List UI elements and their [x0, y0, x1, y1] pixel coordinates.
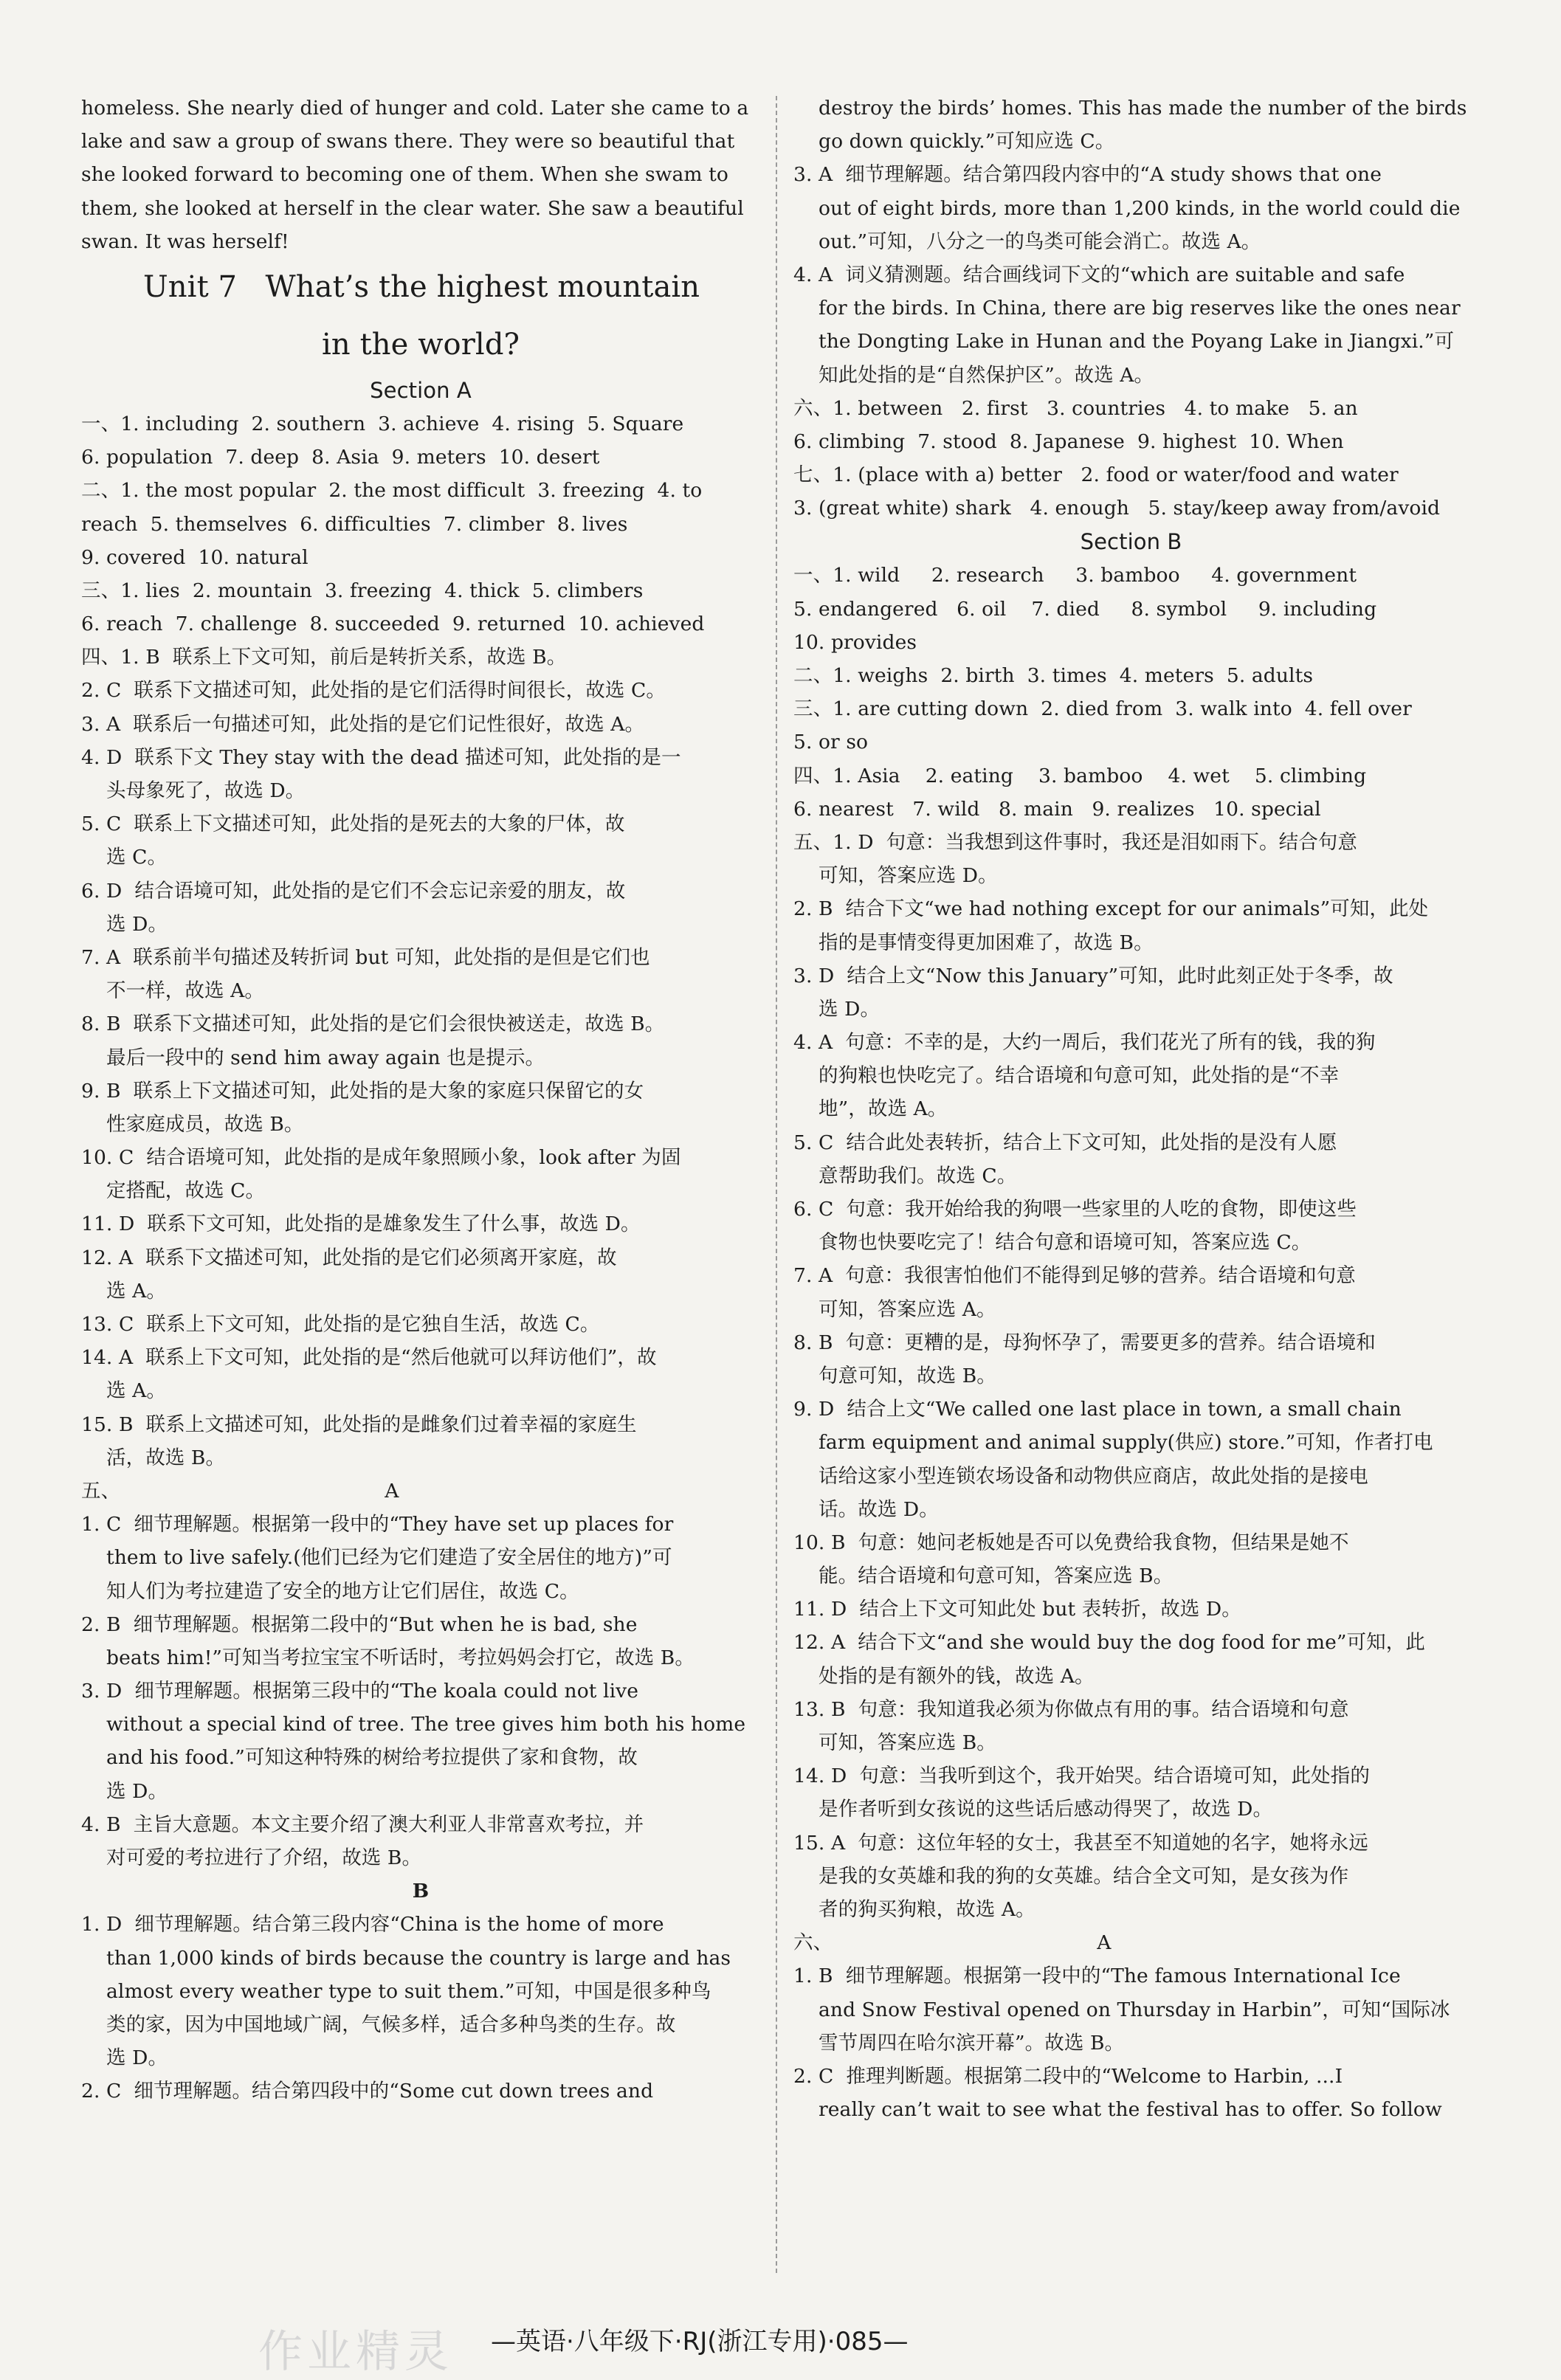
answer-line: swan. It was herself! [81, 230, 289, 253]
answer-line: 能。结合语境和句意可知，答案应选 B。 [819, 1565, 1174, 1588]
answer-line: 5. endangered 6. oil 7. died 8. symbol 9. including [793, 597, 1377, 621]
answer-line: 地”，故选 A。 [819, 1097, 948, 1121]
answer-line: 5. C 联系上下文描述可知，此处指的是死去的大象的尸体，故 [81, 813, 625, 836]
answer-line: 食物也快要吃完了！结合句意和语境可知，答案应选 C。 [819, 1231, 1312, 1255]
answer-line: 12. A 联系下文描述可知，此处指的是它们必须离开家庭，故 [81, 1246, 617, 1269]
answer-line: 7. A 联系前半句描述及转折词 but 可知，此处指的是但是它们也 [81, 945, 650, 969]
section-heading: Section A [370, 377, 472, 403]
answer-line: 二、1. the most popular 2. the most difficult 3. freezing 4. to [81, 479, 703, 503]
answer-line: 二、1. weighs 2. birth 3. times 4. meters 5. adults [793, 664, 1314, 687]
answer-line: 选 A。 [106, 1279, 166, 1303]
answer-line: 3. D 细节理解题。根据第三段中的“The koala could not live [81, 1680, 639, 1703]
answer-line: 5. or so [793, 731, 869, 754]
answer-line: 13. B 句意：我知道我必须为你做点有用的事。结合语境和句意 [793, 1697, 1349, 1721]
answer-line: 一、1. wild 2. research 3. bamboo 4. government [793, 564, 1357, 587]
answer-line: 2. B 结合下文“we had nothing except for our animals”可知，此处 [793, 897, 1429, 921]
answer-line: 可知，答案应选 D。 [819, 864, 998, 888]
answer-line: 6. C 句意：我开始给我的狗喂一些家里的人吃的食物，即使这些 [793, 1198, 1357, 1221]
answer-line: 头母象死了，故选 D。 [106, 779, 306, 802]
answer-line: 3. A 联系后一句描述可知，此处指的是它们记性很好，故选 A。 [81, 712, 645, 736]
answer-line: farm equipment and animal supply(供应) store.”可知，作者打电 [819, 1431, 1433, 1455]
answer-line: 句意可知，故选 B。 [819, 1364, 996, 1387]
page-footer [0, 2321, 1561, 2378]
answer-line: homeless. She nearly died of hunger and cold. Later she came to a [81, 97, 749, 120]
answer-line: 13. C 联系上下文可知，此处指的是它独自生活，故选 C。 [81, 1313, 600, 1336]
answer-line: 可知，答案应选 B。 [819, 1731, 996, 1754]
exercise-heading: 五、 A [81, 1479, 399, 1503]
answer-line: 对可爱的考拉进行了介绍，故选 B。 [106, 1846, 422, 1869]
answer-line: really can’t wait to see what the festival has to offer. So follow [819, 2098, 1442, 2122]
answer-line: without a special kind of tree. The tree gives him both his home [106, 1713, 746, 1736]
answer-line: 者的狗买狗粮，故选 A。 [819, 1897, 1036, 1921]
answer-line: 四、1. B 联系上下文可知，前后是转折关系，故选 B。 [81, 646, 567, 669]
answer-line: 6. nearest 7. wild 8. main 9. realizes 10. special [793, 797, 1321, 821]
answer-line: 处指的是有额外的钱，故选 A。 [819, 1664, 1095, 1688]
answer-line: 意帮助我们。故选 C。 [819, 1164, 1017, 1187]
section-heading: Section B [1080, 529, 1182, 555]
answer-line: 6. climbing 7. stood 8. Japanese 9. highest 10. When [793, 430, 1344, 453]
answer-line: 话给这家小型连锁农场设备和动物供应商店，故此处指的是接电 [819, 1464, 1368, 1488]
answer-line: 10. provides [793, 630, 917, 654]
answer-line: 8. B 联系下文描述可知，此处指的是它们会很快被送走，故选 B。 [81, 1013, 665, 1036]
answer-line: 15. B 联系上文描述可知，此处指的是雌象们过着幸福的家庭生 [81, 1413, 637, 1436]
answer-line: 类的家，因为中国地域广阔，气候多样，适合多种鸟类的生存。故 [106, 2012, 676, 2036]
answer-line: go down quickly.”可知应选 C。 [819, 130, 1115, 154]
answer-line: destroy the birds’ homes. This has made the number of the birds [819, 97, 1467, 120]
answer-line: almost every weather type to suit them.”可知，中国是很多种鸟 [106, 1979, 711, 2003]
answer-line: 6. D 结合语境可知，此处指的是它们不会忘记亲爱的朋友，故 [81, 879, 626, 903]
answer-line: 7. A 句意：我很害怕他们不能得到足够的营养。结合语境和句意 [793, 1264, 1356, 1288]
answer-line: lake and saw a group of swans there. They were so beautiful that [81, 130, 735, 154]
answer-line: 是作者听到女孩说的这些话后感动得哭了，故选 D。 [819, 1798, 1273, 1821]
answer-line: 6. reach 7. challenge 8. succeeded 9. returned 10. achieved [81, 613, 705, 636]
answer-line: 知此处指的是“自然保护区”。故选 A。 [819, 363, 1154, 387]
answer-line: 选 D。 [106, 912, 168, 936]
answer-line: out of eight birds, more than 1,200 kinds, in the world could die [819, 196, 1461, 220]
column-divider [776, 96, 777, 2273]
answer-line: 15. A 句意：这位年轻的女士，我甚至不知道她的名字，她将永远 [793, 1831, 1368, 1855]
left-column [81, 92, 760, 2108]
answer-line: and Snow Festival opened on Thursday in Harbin”，可知“国际冰 [819, 1998, 1450, 2021]
answer-line: 雪节周四在哈尔滨开幕”。故选 B。 [819, 2031, 1125, 2055]
answer-line: 4. D 联系下文 They stay with the dead 描述可知，此处指的是一 [81, 745, 681, 769]
answer-line: for the birds. In China, there are big reserves like the ones near [819, 297, 1461, 320]
answer-line: them to live safely.(他们已经为它们建造了安全居住的地方)”可 [106, 1546, 672, 1570]
answer-line: 3. A 细节理解题。结合第四段内容中的“A study shows that one [793, 163, 1382, 187]
answer-line: 10. C 结合语境可知，此处指的是成年象照顾小象，look after 为固 [81, 1146, 681, 1170]
right-column [793, 92, 1469, 2126]
answer-line: and his food.”可知这种特殊的树给考拉提供了家和食物，故 [106, 1746, 638, 1770]
answer-line: 选 D。 [106, 1779, 168, 1803]
answer-line: 10. B 句意：她问老板她是否可以免费给我食物，但结果是她不 [793, 1531, 1349, 1554]
answer-line: 12. A 结合下文“and she would buy the dog food for me”可知，此 [793, 1631, 1425, 1655]
answer-line: 14. A 联系上下文可知，此处指的是“然后他就可以拜访他们”，故 [81, 1346, 657, 1370]
answer-line: 一、1. including 2. southern 3. achieve 4. rising 5. Square [81, 412, 684, 435]
answer-line: 可知，答案应选 A。 [819, 1297, 996, 1321]
answer-line: 话。故选 D。 [819, 1497, 939, 1521]
answer-line: 指的是事情变得更加困难了，故选 B。 [819, 931, 1154, 954]
answer-line: 5. C 结合此处表转折，结合上下文可知，此处指的是没有人愿 [793, 1131, 1337, 1154]
answer-line: 性家庭成员，故选 B。 [106, 1112, 304, 1136]
answer-line: than 1,000 kinds of birds because the country is large and has [106, 1946, 731, 1970]
answer-line: 8. B 句意：更糟的是，母狗怀孕了，需要更多的营养。结合语境和 [793, 1331, 1376, 1354]
answer-line: 6. population 7. deep 8. Asia 9. meters 10. desert [81, 446, 600, 469]
answer-line: 定搭配，故选 C。 [106, 1179, 266, 1203]
answer-line: 四、1. Asia 2. eating 3. bamboo 4. wet 5. climbing [793, 764, 1367, 787]
passage-label: B [412, 1880, 430, 1903]
answer-line: 五、1. D 句意：当我想到这件事时，我还是泪如雨下。结合句意 [793, 830, 1358, 854]
answer-line: 2. C 细节理解题。结合第四段中的“Some cut down trees and [81, 2080, 654, 2103]
answer-line: the Dongting Lake in Hunan and the Poyang Lake in Jiangxi.”可 [819, 330, 1455, 353]
answer-line: 4. A 句意：不幸的是，大约一周后，我们花光了所有的钱，我的狗 [793, 1031, 1376, 1055]
answer-line: 14. D 句意：当我听到这个，我开始哭。结合语境可知，此处指的 [793, 1765, 1370, 1788]
unit-title-line2: in the world? [322, 327, 520, 362]
answer-line: 3. D 结合上文“Now this January”可知，此时此刻正处于冬季，故 [793, 964, 1393, 987]
answer-line: them, she looked at herself in the clear water. She saw a beautiful [81, 196, 744, 220]
answer-line: beats him!”可知当考拉宝宝不听话时，考拉妈妈会打它，故选 B。 [106, 1646, 695, 1669]
answer-line: 七、1. (place with a) better 2. food or water/food and water [793, 463, 1399, 487]
answer-line: 9. B 联系上下文描述可知，此处指的是大象的家庭只保留它的女 [81, 1079, 644, 1103]
answer-line: 最后一段中的 send him away again 也是提示。 [106, 1046, 545, 1069]
answer-line: reach 5. themselves 6. difficulties 7. climber 8. lives [81, 512, 628, 536]
answer-line: 选 D。 [106, 2046, 168, 2070]
answer-line: she looked forward to becoming one of them. When she swam to [81, 163, 728, 187]
answer-line: 选 D。 [819, 997, 881, 1021]
answer-line: 选 A。 [106, 1379, 166, 1403]
watermark: 作业精灵 [258, 2326, 453, 2378]
answer-line: 11. D 联系下文可知，此处指的是雄象发生了什么事，故选 D。 [81, 1213, 641, 1236]
answer-line: 4. A 词义猜测题。结合画线词下文的“which are suitable and safe [793, 263, 1405, 286]
answer-line: 1. B 细节理解题。根据第一段中的“The famous International Ice [793, 1965, 1401, 1988]
exercise-heading: 六、 A [793, 1931, 1112, 1955]
answer-line: 2. B 细节理解题。根据第二段中的“But when he is bad, she [81, 1612, 638, 1636]
answer-line: 3. (great white) shark 4. enough 5. stay/keep away from/avoid [793, 497, 1441, 520]
answer-line: 三、1. are cutting down 2. died from 3. walk into 4. fell over [793, 697, 1412, 721]
answer-line: 2. C 联系下文描述可知，此处指的是它们活得时间很长，故选 C。 [81, 679, 666, 703]
answer-line: 9. covered 10. natural [81, 545, 309, 569]
answer-line: 活，故选 B。 [106, 1446, 226, 1469]
answer-line: 1. D 细节理解题。结合第三段内容“China is the home of more [81, 1913, 664, 1936]
answer-line: 不一样，故选 A。 [106, 979, 264, 1003]
answer-line: 11. D 结合上下文可知此处 but 表转折，故选 D。 [793, 1598, 1241, 1621]
answer-line: 1. C 细节理解题。根据第一段中的“They have set up places for [81, 1513, 674, 1536]
page-number-label: —英语·八年级下·RJ(浙江专用)·085— [491, 2327, 909, 2356]
answer-line: 2. C 推理判断题。根据第二段中的“Welcome to Harbin, ...I [793, 2064, 1343, 2088]
answer-line: 六、1. between 2. first 3. countries 4. to make 5. an [793, 396, 1358, 420]
answer-line: 选 C。 [106, 846, 168, 869]
unit-title: Unit 7 What’s the highest mountain [143, 269, 700, 304]
answer-line: 4. B 主旨大意题。本文主要介绍了澳大利亚人非常喜欢考拉，并 [81, 1812, 644, 1836]
answer-line: 是我的女英雄和我的狗的女英雄。结合全文可知，是女孩为作 [819, 1864, 1349, 1888]
answer-line: 9. D 结合上文“We called one last place in town, a small chain [793, 1398, 1402, 1421]
answer-line: 知人们为考拉建造了安全的地方让它们居住，故选 C。 [106, 1579, 579, 1603]
answer-line: 三、1. lies 2. mountain 3. freezing 4. thick 5. climbers [81, 579, 644, 602]
answer-line: out.”可知，八分之一的鸟类可能会消亡。故选 A。 [819, 230, 1261, 253]
answer-line: 的狗粮也快吃完了。结合语境和句意可知，此处指的是“不幸 [819, 1064, 1340, 1088]
